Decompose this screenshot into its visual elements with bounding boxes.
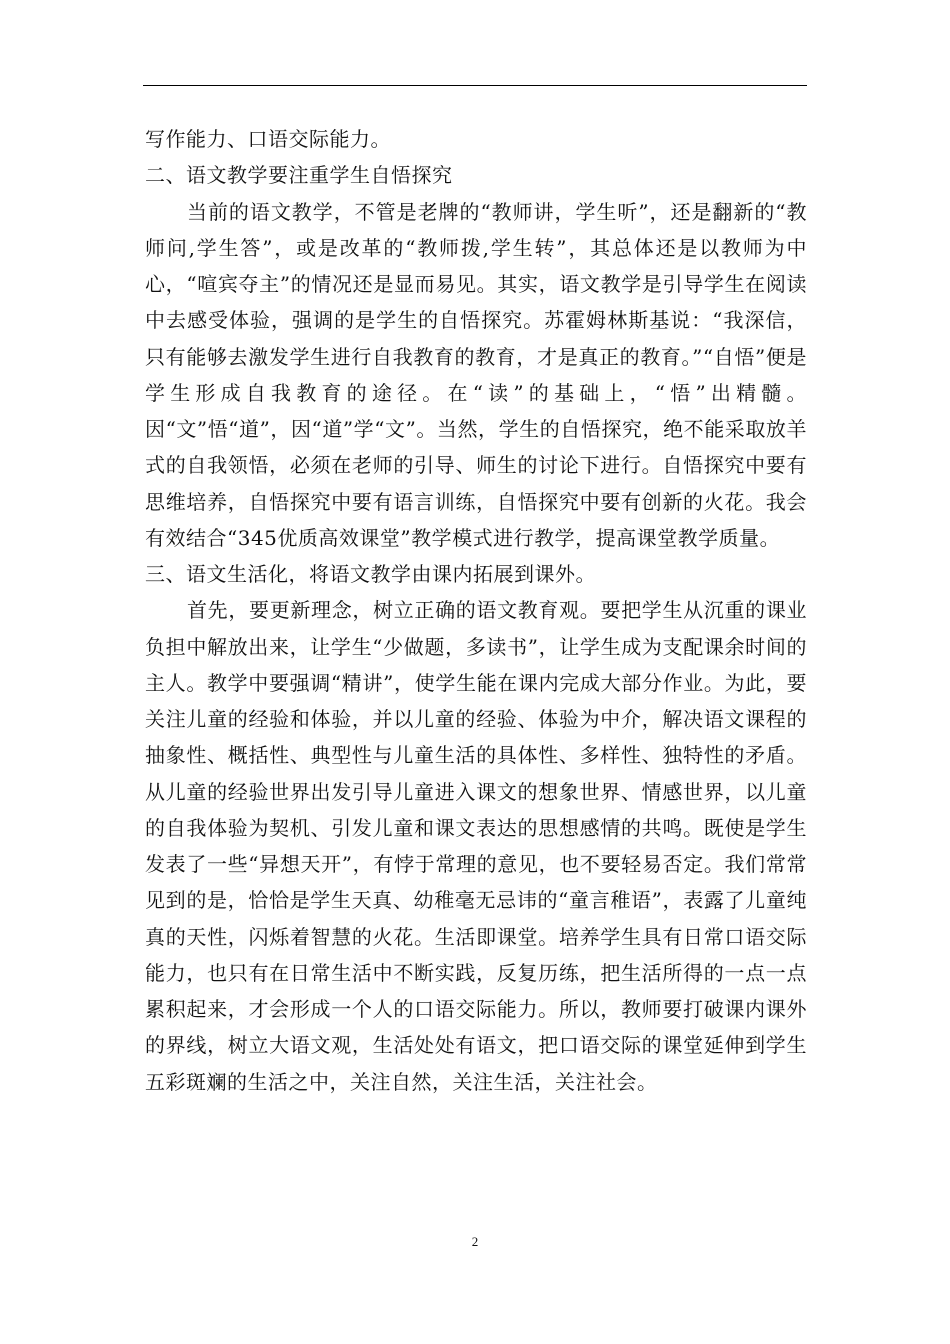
document-body	[145, 121, 807, 1100]
section-heading-3: 三、语文生活化，将语文教学由课内拓展到课外。	[145, 562, 596, 586]
paragraph-life-oriented: 首先，要更新理念，树立正确的语文教育观。要把学生从沉重的课业负担中解放出来，让学生“少做题，多读书”，让学生成为支配课余时间的主人。教学中要强调“精讲”，使学生能在课内完成大部分作业。为此，要关注儿童的经验和体验，并以儿童的经验、体验为中介，解决语文课程的抽象性、概括性、典型性与儿童生活的具体性、多样性、独特性的矛盾。从儿童的经验世界出发引导儿童进入课文的想象世界、情感世界，以儿童的自我体验为契机、引发儿童和课文表达的思想感情的共鸣。既使是学生发表了一些“异想天开”，有悖于常理的意见，也不要轻易否定。我们常常见到的是，恰恰是学生天真、幼稚毫无忌讳的“童言稚语”，表露了儿童纯真的天性，闪烁着智慧的火花。生活即课堂。培养学生具有日常口语交际能力，也只有在日常生活中不断实践，反复历练，把生活所得的一点一点累积起来，才会形成一个人的口语交际能力。所以，教师要打破课内课外的界线，树立大语文观，生活处处有语文，把口语交际的课堂延伸到学生五彩斑斓的生活之中，关注自然，关注生活，关注社会。	[145, 598, 807, 1094]
paragraph-self-inquiry: 当前的语文教学，不管是老牌的“教师讲，学生听”，还是翻新的“教师问,学生答”，或是改革的“教师拨,学生转”，其总体还是以教师为中心，“喧宾夺主”的情况还是显而易见。其实，语文教学是引导学生在阅读中去感受体验，强调的是学生的自悟探究。苏霍姆林斯基说：“我深信，只有能够去激发学生进行自我教育的教育，才是真正的教育。”“自悟”便是学生形成自我教育的途径。在“读”的基础上，“悟”出精髓。因“文”悟“道”，因“道”学“文”。当然，学生的自悟探究，绝不能采取放羊式的自我领悟，必须在老师的引导、师生的讨论下进行。自悟探究中要有思维培养，自悟探究中要有语言训练，自悟探究中要有创新的火花。我会有效结合“345优质高效课堂”教学模式进行教学，提高课堂教学质量。	[145, 199, 807, 550]
section-heading-2: 二、语文教学要注重学生自悟探究	[145, 163, 453, 188]
paragraph-continuation: 写作能力、口语交际能力。	[145, 127, 391, 151]
page-number: 2	[471, 1234, 479, 1249]
header-rule	[143, 85, 807, 86]
